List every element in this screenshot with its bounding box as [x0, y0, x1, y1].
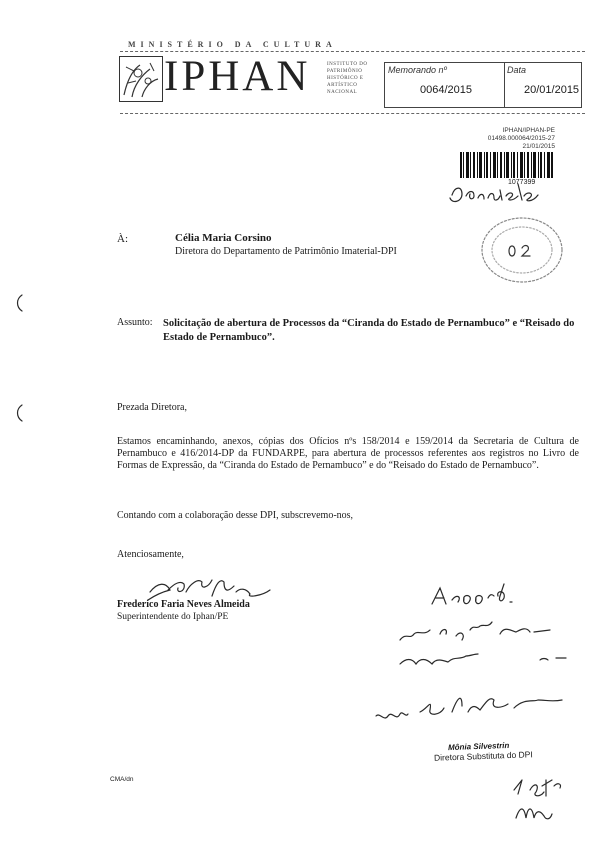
date-label: Data [507, 65, 527, 75]
author-initials: CMA/dn [110, 776, 134, 783]
memo-number: 0064/2015 [420, 84, 472, 96]
header-rule-bottom [120, 113, 585, 114]
signatory-signature [148, 580, 270, 600]
org-line: ARTÍSTICO [327, 83, 358, 88]
date-value: 20/01/2015 [524, 84, 580, 96]
org-line: HISTÓRICO E [327, 76, 364, 81]
org-full-name [327, 61, 368, 96]
signatory-role: Superintendente do Iphan/PE [117, 612, 229, 622]
org-logo-text: IPHAN [164, 53, 311, 100]
org-line: INSTITUTO DO [327, 62, 368, 67]
stamp-line: 21/01/2015 [522, 143, 555, 150]
body-paragraph-closing: Contando com a colaboração desse DPI, subscrevemo-nos, [117, 510, 354, 521]
addressee-name: Célia Maria Corsino [175, 232, 272, 244]
subject-text: Solicitação de abertura de Processos da “Ciranda do Estado de Pernambuco” e “Reisado do Estado de Pernambuco”. [163, 318, 575, 343]
margin-mark [18, 295, 23, 421]
emblem-graphic-icon [120, 57, 162, 101]
subject-label: Assunto: [117, 317, 153, 328]
body-paragraph: Estamos encaminhando, anexos, cópias dos Ofícios nºs 158/2014 e 159/2014 da Secretaria de Cultura de Pernambuco e 416/2014-DP da FUNDARPE, para abertura de processos referentes aos registros no Livro de Formas de Expressão, da “Ciranda do Estado de Pernambuco” e do “Reisado do Estado de Pernambuco”. [117, 436, 579, 471]
greeting: Prezada Diretora, [117, 402, 187, 413]
ministry-label: MINISTÉRIO DA CULTURA [128, 40, 337, 49]
memo-label: Memorando nº [388, 65, 447, 75]
substitute-signature [376, 698, 562, 718]
stamp-line: 01498.000064/2015-27 [487, 135, 555, 142]
org-line: NACIONAL [327, 90, 358, 95]
barcode-icon [460, 152, 554, 178]
org-line: PATRIMÔNIO [327, 69, 363, 74]
handwritten-initials [516, 809, 552, 819]
substitute-name: Mônia Silvestrin [447, 740, 510, 753]
protocol-stamp [480, 127, 555, 151]
handwritten-date [514, 780, 561, 796]
addressee-role: Diretora do Departamento de Patrimônio Imaterial-DPI [175, 246, 397, 257]
header-rule-top [120, 51, 585, 52]
stamp-line: IPHAN/IPHAN-PE [502, 127, 555, 134]
closing: Atenciosamente, [117, 549, 184, 560]
handwritten-note [400, 622, 550, 640]
substitute-role: Diretora Substituta do DPI [433, 749, 533, 763]
circular-stamp [482, 218, 562, 282]
handwritten-note [432, 584, 512, 604]
barcode-number: 1077399 [508, 179, 536, 186]
handwritten-signature [450, 184, 538, 201]
addressee-label: À: [117, 233, 128, 245]
handwritten-note [400, 654, 566, 664]
signatory-name: Frederico Faria Neves Almeida [117, 599, 250, 610]
iphan-emblem-logo [119, 56, 163, 102]
stamp-number-02 [509, 246, 530, 256]
